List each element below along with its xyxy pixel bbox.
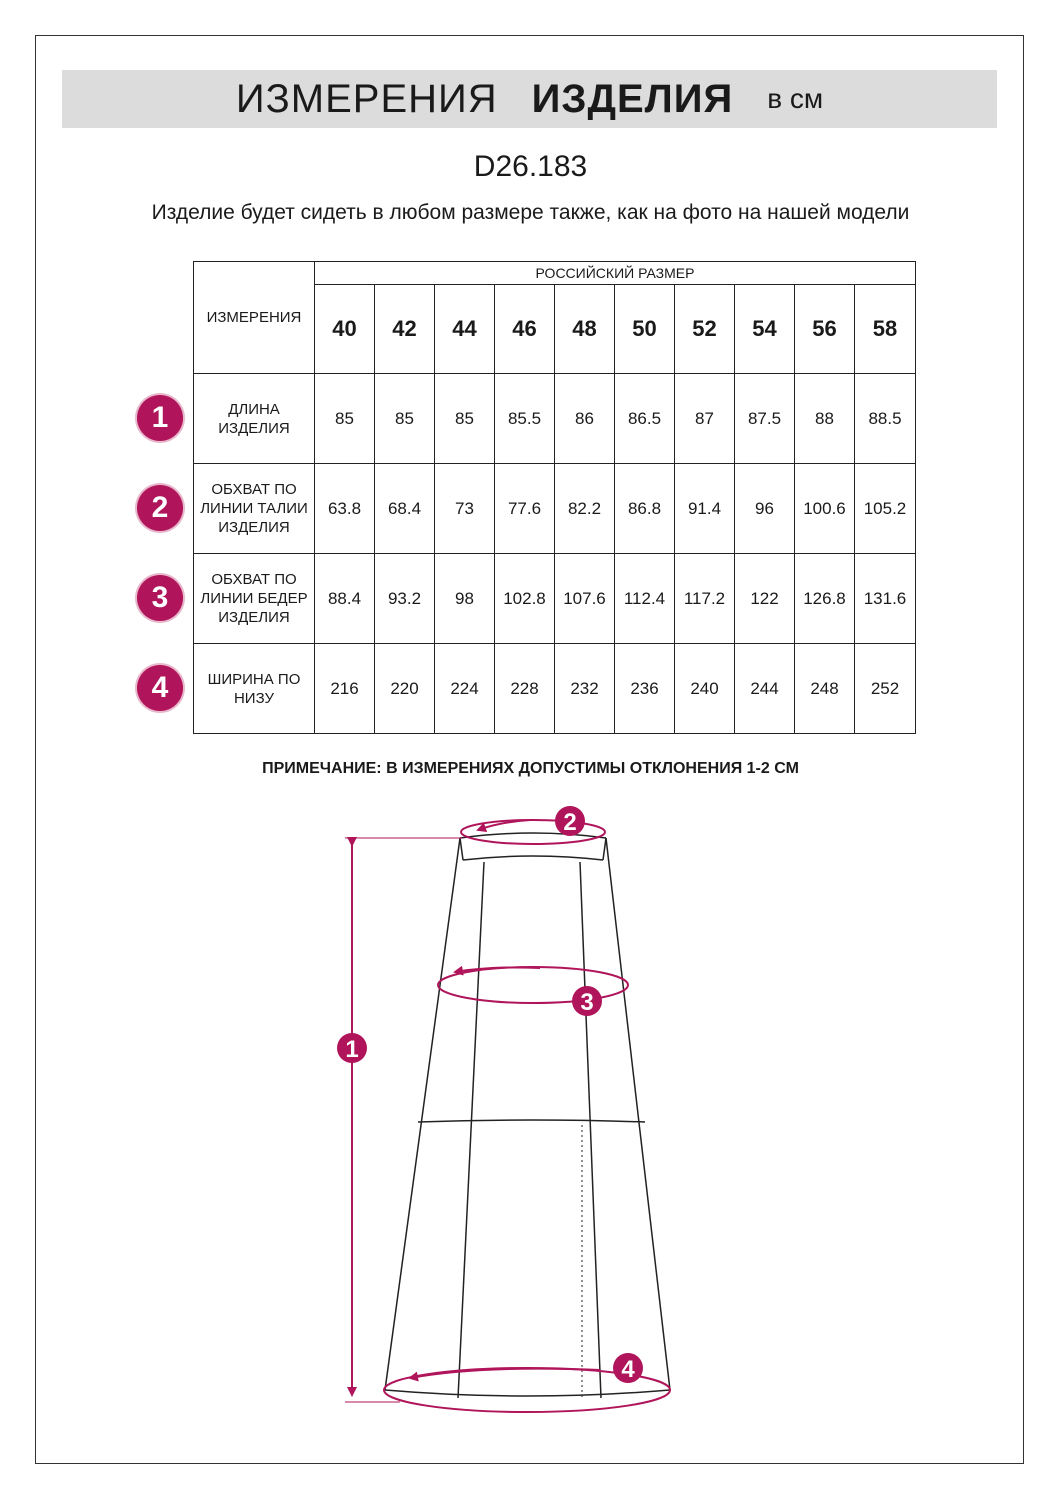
- table-cell: 236: [615, 644, 675, 734]
- size-header: 50: [615, 285, 675, 374]
- table-cell: 85: [435, 374, 495, 464]
- table-cell: 88.5: [855, 374, 916, 464]
- table-cell: 232: [555, 644, 615, 734]
- measurements-header: ИЗМЕРЕНИЯ: [194, 262, 315, 374]
- length-arrow: [345, 838, 462, 1402]
- table-cell: 122: [735, 554, 795, 644]
- row-label: ДЛИНА ИЗДЕЛИЯ: [194, 374, 315, 464]
- table-cell: 240: [675, 644, 735, 734]
- row-badge-3: 3: [137, 575, 183, 621]
- size-header: 52: [675, 285, 735, 374]
- model-code: D26.183: [473, 150, 588, 183]
- table-cell: 93.2: [375, 554, 435, 644]
- table-cell: 85: [315, 374, 375, 464]
- table-cell: 220: [375, 644, 435, 734]
- row-label: ШИРИНА ПО НИЗУ: [194, 644, 315, 734]
- table-cell: 244: [735, 644, 795, 734]
- marker-2: [555, 806, 585, 836]
- title-unit: в см: [767, 83, 824, 114]
- table-cell: 224: [435, 644, 495, 734]
- row-badge-4: 4: [137, 665, 183, 711]
- table-cell: 105.2: [855, 464, 916, 554]
- marker-3: [572, 986, 602, 1016]
- table-cell: 98: [435, 554, 495, 644]
- title-banner: [62, 70, 997, 128]
- size-header: 48: [555, 285, 615, 374]
- marker-1: [337, 1033, 367, 1063]
- table-row: [194, 374, 916, 464]
- skirt-diagram: [0, 790, 1061, 1430]
- table-row: [194, 464, 916, 554]
- table-cell: 126.8: [795, 554, 855, 644]
- size-header: 54: [735, 285, 795, 374]
- table-cell: 87: [675, 374, 735, 464]
- size-header: 56: [795, 285, 855, 374]
- table-cell: 112.4: [615, 554, 675, 644]
- row-badge-1: 1: [137, 395, 183, 441]
- table-cell: 87.5: [735, 374, 795, 464]
- size-header: 44: [435, 285, 495, 374]
- marker-4: [613, 1353, 643, 1383]
- size-header: 42: [375, 285, 435, 374]
- table-cell: 86.5: [615, 374, 675, 464]
- table-cell: 85: [375, 374, 435, 464]
- table-cell: 96: [735, 464, 795, 554]
- size-table: [193, 261, 916, 734]
- table-cell: 86.8: [615, 464, 675, 554]
- table-cell: 91.4: [675, 464, 735, 554]
- table-cell: 77.6: [495, 464, 555, 554]
- size-header: 46: [495, 285, 555, 374]
- table-cell: 82.2: [555, 464, 615, 554]
- table-cell: 117.2: [675, 554, 735, 644]
- table-row: [194, 554, 916, 644]
- marker-2-label: 2: [563, 809, 577, 836]
- table-cell: 73: [435, 464, 495, 554]
- skirt-outline: [385, 833, 670, 1398]
- table-cell: 85.5: [495, 374, 555, 464]
- marker-3-label: 3: [580, 989, 594, 1016]
- table-cell: 252: [855, 644, 916, 734]
- table-cell: 68.4: [375, 464, 435, 554]
- table-cell: 86: [555, 374, 615, 464]
- table-cell: 107.6: [555, 554, 615, 644]
- tolerance-note: ПРИМЕЧАНИЕ: В ИЗМЕРЕНИЯХ ДОПУСТИМЫ ОТКЛОНЕНИЯ 1-2 СМ: [262, 760, 799, 777]
- table-row: [194, 644, 916, 734]
- table-cell: 63.8: [315, 464, 375, 554]
- table-cell: 100.6: [795, 464, 855, 554]
- table-cell: 102.8: [495, 554, 555, 644]
- marker-1-label: 1: [345, 1036, 359, 1063]
- table-cell: 216: [315, 644, 375, 734]
- size-system-header: РОССИЙСКИЙ РАЗМЕР: [315, 262, 916, 285]
- row-label: ОБХВАТ ПО ЛИНИИ БЕДЕР ИЗДЕЛИЯ: [194, 554, 315, 644]
- title-bold: ИЗДЕЛИЯ: [531, 76, 734, 121]
- table-cell: 228: [495, 644, 555, 734]
- row-badge-2: 2: [137, 485, 183, 531]
- table-cell: 88.4: [315, 554, 375, 644]
- size-header: 40: [315, 285, 375, 374]
- table-cell: 131.6: [855, 554, 916, 644]
- row-label: ОБХВАТ ПО ЛИНИИ ТАЛИИ ИЗДЕЛИЯ: [194, 464, 315, 554]
- marker-4-label: 4: [621, 1356, 635, 1383]
- title-light: ИЗМЕРЕНИЯ: [235, 76, 498, 121]
- fit-description: Изделие будет сидеть в любом размере также, как на фото на нашей модели: [151, 201, 910, 224]
- table-cell: 248: [795, 644, 855, 734]
- size-header: 58: [855, 285, 916, 374]
- table-cell: 88: [795, 374, 855, 464]
